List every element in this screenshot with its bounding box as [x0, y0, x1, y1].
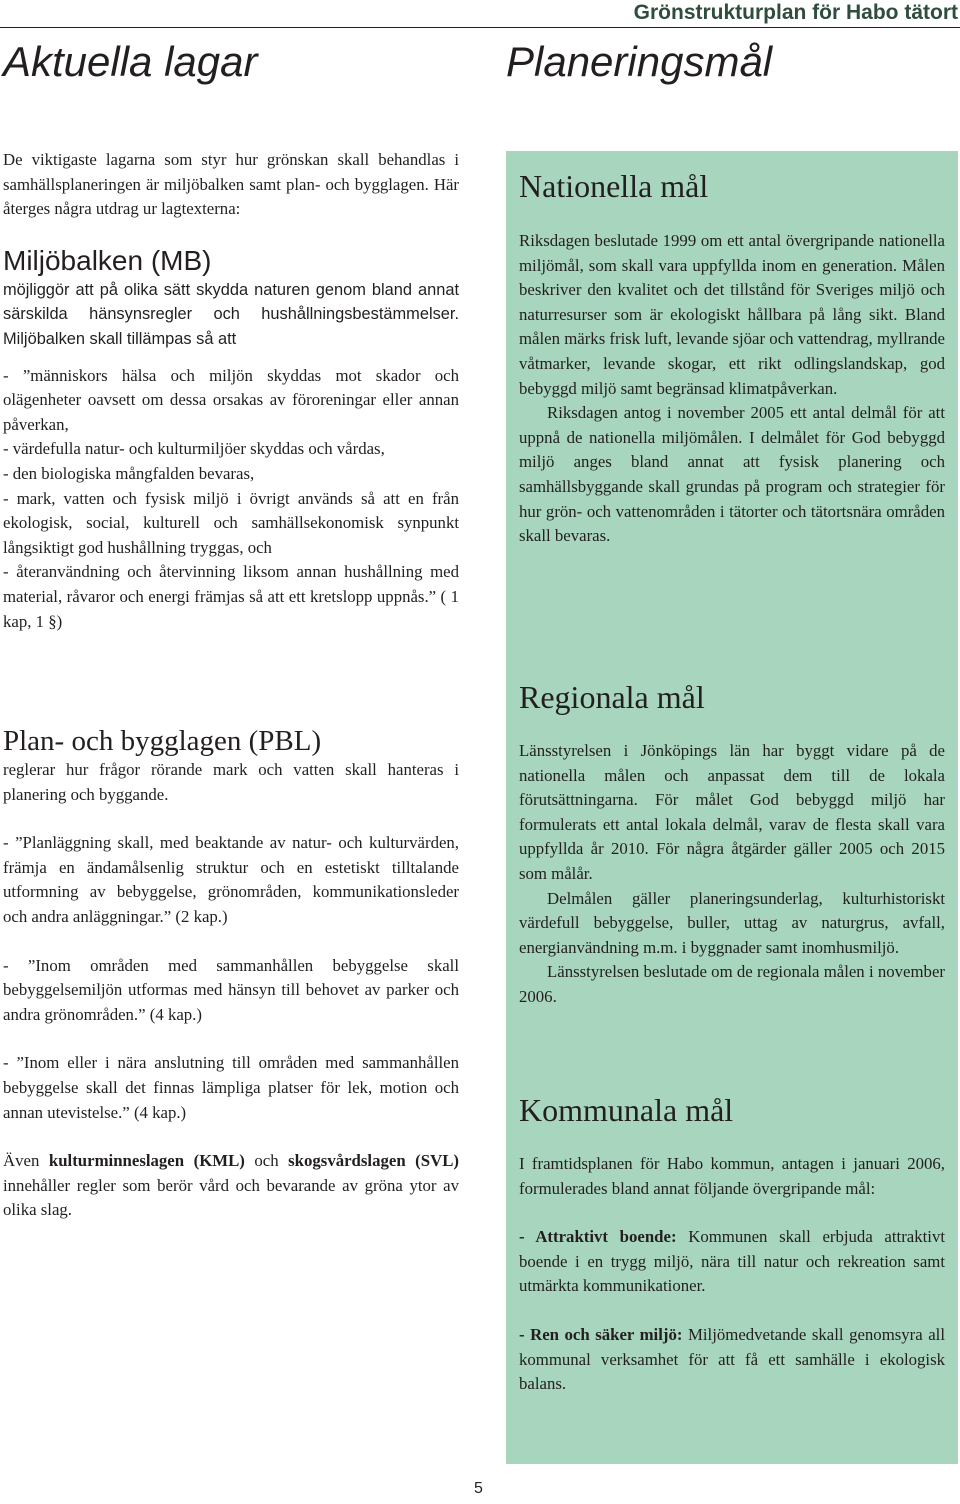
regionala-heading: Regionala mål — [519, 679, 705, 715]
kommunala-goal-1 — [519, 1225, 945, 1299]
page-number: 5 — [474, 1480, 483, 1497]
nationella-body — [519, 229, 945, 549]
pbl-quote-1: - ”Planläggning skall, med beaktande av natur- och kulturvärden, främja en ändamålsenlig struktur och en estetiskt tilltalande utformning av bebyggelse, grönområden, kommunikationsleder och andra anläggningar.” (2 kap.) — [3, 833, 459, 927]
kommunala-p1: I framtidsplanen för Habo kommun, antagen i januari 2006, formulerades bland annat följande övergripande mål: — [519, 1154, 945, 1198]
page-header — [0, 0, 960, 28]
mb-item-2: - värdefulla natur- och kulturmiljöer skyddas och vårdas, — [3, 439, 385, 459]
nationella-heading: Nationella mål — [519, 168, 709, 204]
kommunala-goal-2 — [519, 1323, 945, 1397]
nationella-p2: Riksdagen antog i november 2005 ett antal delmål för att uppnå de nationella miljömålen. I delmålet för God bebyggd miljö anges bland annat att fysisk planering och samhällsbyggande skall grundas på program och strategier för hur grön- och vattenområden i tätorter och tätortsnära områden skall bevaras. — [519, 403, 945, 546]
pbl-quote-3: - ”Inom eller i nära anslutning till områden med sammanhållen bebyggelse skall det finnas lämpliga platser för lek, motion och annan utevistelse.” (4 kap.) — [3, 1053, 459, 1122]
mb-text — [3, 278, 459, 352]
pbl-intro: reglerar hur frågor rörande mark och vatten skall hanteras i planering och byggande. — [3, 760, 459, 804]
section-heading-planeringsmal: Planeringsmål — [506, 38, 773, 85]
kommunala-heading: Kommunala mål — [519, 1092, 734, 1128]
nationella-p1: Riksdagen beslutade 1999 om ett antal övergripande nationella miljömål, som skall vara uppfyllda inom en generation. Målen beskriver den kvalitet och det tillstånd för Sveriges miljö och naturresurser som är ekologiskt hållbara på lång sikt. Bland målen märks frisk luft, levande sjöar och vattendrag, myllrande våtmarker, levande skogar, ett rikt odlingslandskap, god bebyggd miljö samt begränsad klimatpåverkan. — [519, 231, 945, 398]
closing-pre: Även — [3, 1151, 49, 1171]
regionala-body — [519, 739, 945, 1010]
pbl-closing — [3, 1149, 459, 1223]
planning-goals-panel — [506, 151, 958, 1464]
pbl-quote-2: - ”Inom områden med sammanhållen bebyggelse skall bebyggelsemiljön utformas med hänsyn till behovet av parker och andra grönområden.” (4 kap.) — [3, 955, 459, 1024]
closing-svl: skogsvårdslagen (SVL) — [288, 1151, 459, 1171]
closing-mid: och — [244, 1151, 289, 1171]
closing-post: innehåller regler som berör vård och bevarande av gröna ytor av olika slag. — [3, 1175, 459, 1220]
goal-2-text: Miljömedvetande skall genomsyra all kommunal verksamhet för att få ett samhälle i ekologisk balans. — [519, 1324, 945, 1394]
intro-paragraph: De viktigaste lagarna som styr hur grönskan skall behandlas i samhällsplaneringen är miljöbalken samt plan- och bygglagen. Här återges några utdrag ur lagtexterna: — [3, 150, 459, 219]
document-title: Grönstrukturplan för Habo tätort — [633, 1, 958, 24]
mb-item-1: - ”människors hälsa och miljön skyddas mot skador och olägenheter oavsett om dessa orsakas av föroreningar eller annan påverkan, — [3, 365, 459, 434]
header-rule — [0, 27, 960, 28]
goal-1-text: Kommunen skall erbjuda attraktivt boende i en trygg miljö, nära till natur och rekreation samt utmärkta kommunikationer. — [519, 1227, 945, 1296]
kommunala-body — [519, 1152, 945, 1397]
goal-2-label: - Ren och säker miljö: — [519, 1324, 683, 1344]
mb-item-5: - återanvändning och återvinning liksom annan hushållning med material, råvaror och energi främjas så att ett kretslopp uppnås.” ( 1 kap, 1 §) — [3, 562, 459, 631]
goal-1-label: - Attraktivt boende: — [519, 1227, 677, 1247]
regionala-p2: Delmålen gäller planeringsunderlag, kulturhistoriskt värdefull bebyggelse, buller, uttag av naturgrus, avfall, energianvändning m.m. i byggnader samt inomhusmiljö. — [519, 888, 945, 957]
mb-item-4: - mark, vatten och fysisk miljö i övrigt används så att en från ekologisk, social, kulturell och samhällsekonomisk synpunkt långsiktigt god hushållning tryggas, och — [3, 488, 459, 557]
regionala-p1: Länsstyrelsen i Jönköpings län har byggt vidare på de nationella målen och anpassat dem till de lokala förutsättningarna. För målet God bebyggd miljö har formulerats ett antal lokala delmål, varav de flesta skall vara uppfyllda år 2010. För några åtgärder gäller 2005 och 2015 som målår. — [519, 741, 945, 883]
mb-heading: Miljöbalken (MB) — [3, 244, 212, 276]
closing-kml: kulturminneslagen (KML) — [48, 1151, 245, 1171]
mb-text-body: möjliggör att på olika sätt skydda naturen genom bland annat särskilda hänsynsregler och hushållningsbestämmelser. Miljöbalken skall tillämpas så att — [3, 280, 459, 348]
mb-item-3: - den biologiska mångfalden bevaras, — [3, 463, 255, 483]
left-column — [3, 148, 459, 1223]
pbl-heading: Plan- och bygglagen (PBL) — [3, 725, 322, 758]
section-heading-aktuella-lagar: Aktuella lagar — [3, 38, 258, 85]
regionala-p3: Länsstyrelsen beslutade om de regionala målen i november 2006. — [519, 962, 945, 1006]
